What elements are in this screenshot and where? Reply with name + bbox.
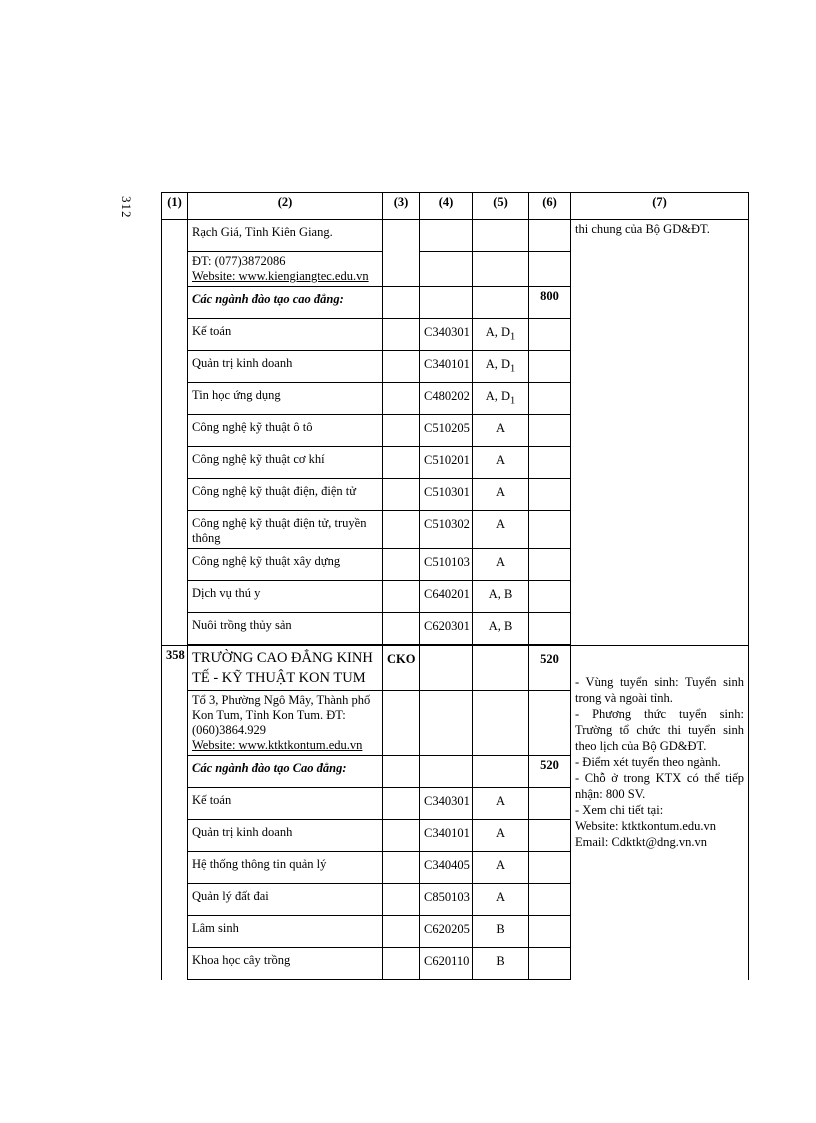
major-code: C340301 [420,319,473,351]
exam-blocks: A, $D_1$ [473,351,529,383]
note-line: Website: ktktkontum.edu.vn [575,819,716,833]
note-line: - Điểm xét tuyển theo ngành. [575,755,721,769]
major-code: C620110 [420,948,473,980]
major-code: C340101 [420,351,473,383]
school-code: CKO [383,646,420,691]
subheading: Các ngành đào tạo Cao đẳng: [188,756,383,788]
note-line: - Vùng tuyển sinh: Tuyển sinh trong và ngoài tỉnh. [575,675,744,705]
school-number: 358 [162,646,188,980]
major-name: Kế toán [188,319,383,351]
header-col-2: (2) [188,193,383,220]
major-name: Dịch vụ thú y [188,581,383,613]
notes-cell [571,646,749,980]
major-code: C510301 [420,479,473,511]
major-name: Công nghệ kỹ thuật điện tử, truyền thông [188,511,383,549]
major-code: C850103 [420,884,473,916]
exam-blocks: A [473,852,529,884]
major-name: Hệ thống thông tin quản lý [188,852,383,884]
major-code: C340301 [420,788,473,820]
note-line: - Chỗ ở trong KTX có thể tiếp nhận: 800 SV. [575,771,744,801]
exam-blocks: A [473,447,529,479]
major-name: Lâm sinh [188,916,383,948]
exam-blocks: A [473,820,529,852]
exam-blocks: A [473,479,529,511]
header-col-1: (1) [162,193,188,220]
school-number-cell [162,220,188,646]
exam-blocks: A, $D_1$ [473,383,529,415]
major-name: Nuôi trồng thủy sản [188,613,383,645]
exam-blocks: A, $D_1$ [473,319,529,351]
exam-blocks: A, B [473,581,529,613]
major-code: C510205 [420,415,473,447]
school-address: Rạch Giá, Tỉnh Kiên Giang. [188,220,383,252]
header-row [162,193,749,220]
major-code: C620301 [420,613,473,645]
exam-blocks: B [473,948,529,980]
school-name: TRƯỜNG CAO ĐẲNG KINH TẾ - KỸ THUẬT KON TUM [188,646,383,691]
admissions-table [161,192,749,980]
major-name: Tin học ứng dụng [188,383,383,415]
address-text: Tổ 3, Phường Ngô Mây, Thành phố Kon Tum, Tỉnh Kon Tum. ĐT: (060)3864.929 [192,693,371,737]
exam-blocks: A [473,884,529,916]
exam-blocks: A [473,415,529,447]
note-line: Email: Cdktkt@dng.vn.vn [575,835,707,849]
major-name: Kế toán [188,788,383,820]
major-code: C510103 [420,549,473,581]
quota-value: 800 [529,287,571,319]
header-col-4: (4) [420,193,473,220]
header-col-5: (5) [473,193,529,220]
major-code: C480202 [420,383,473,415]
total-quota: 520 [529,646,571,691]
website-link[interactable]: Website: www.ktktkontum.edu.vn [192,738,363,752]
note-text: thi chung của Bộ GD&ĐT. [575,222,710,236]
major-name: Quản lý đất đai [188,884,383,916]
notes-cell [571,220,749,646]
page-number: 312 [119,196,134,219]
contact-cell [188,252,383,287]
note-line: - Phương thức tuyển sinh: Trường tổ chức thi tuyển sinh theo lịch của Bộ GD&ĐT. [575,707,744,753]
major-name: Công nghệ kỹ thuật điện, điện tử [188,479,383,511]
major-name: Công nghệ kỹ thuật cơ khí [188,447,383,479]
major-code: C510201 [420,447,473,479]
exam-blocks: A [473,549,529,581]
exam-blocks: A [473,788,529,820]
header-col-7: (7) [571,193,749,220]
major-name: Khoa học cây trồng [188,948,383,980]
major-name: Quản trị kinh doanh [188,820,383,852]
subheading: Các ngành đào tạo cao đẳng: [188,287,383,319]
table-row [162,646,749,691]
major-code: C510302 [420,511,473,549]
major-name: Công nghệ kỹ thuật ô tô [188,415,383,447]
major-code: C620205 [420,916,473,948]
exam-blocks: A [473,511,529,549]
table-row [162,220,749,252]
quota-value: 520 [529,756,571,788]
header-col-3: (3) [383,193,420,220]
header-col-6: (6) [529,193,571,220]
contact-cell [188,691,383,756]
major-code: C340405 [420,852,473,884]
major-name: Công nghệ kỹ thuật xây dựng [188,549,383,581]
website-link[interactable]: Website: www.kiengiangtec.edu.vn [192,269,369,283]
major-code: C640201 [420,581,473,613]
note-line: - Xem chi tiết tại: [575,803,664,817]
phone-text: ĐT: (077)3872086 [192,254,286,268]
major-code: C340101 [420,820,473,852]
major-name: Quản trị kinh doanh [188,351,383,383]
exam-blocks: A, B [473,613,529,645]
exam-blocks: B [473,916,529,948]
